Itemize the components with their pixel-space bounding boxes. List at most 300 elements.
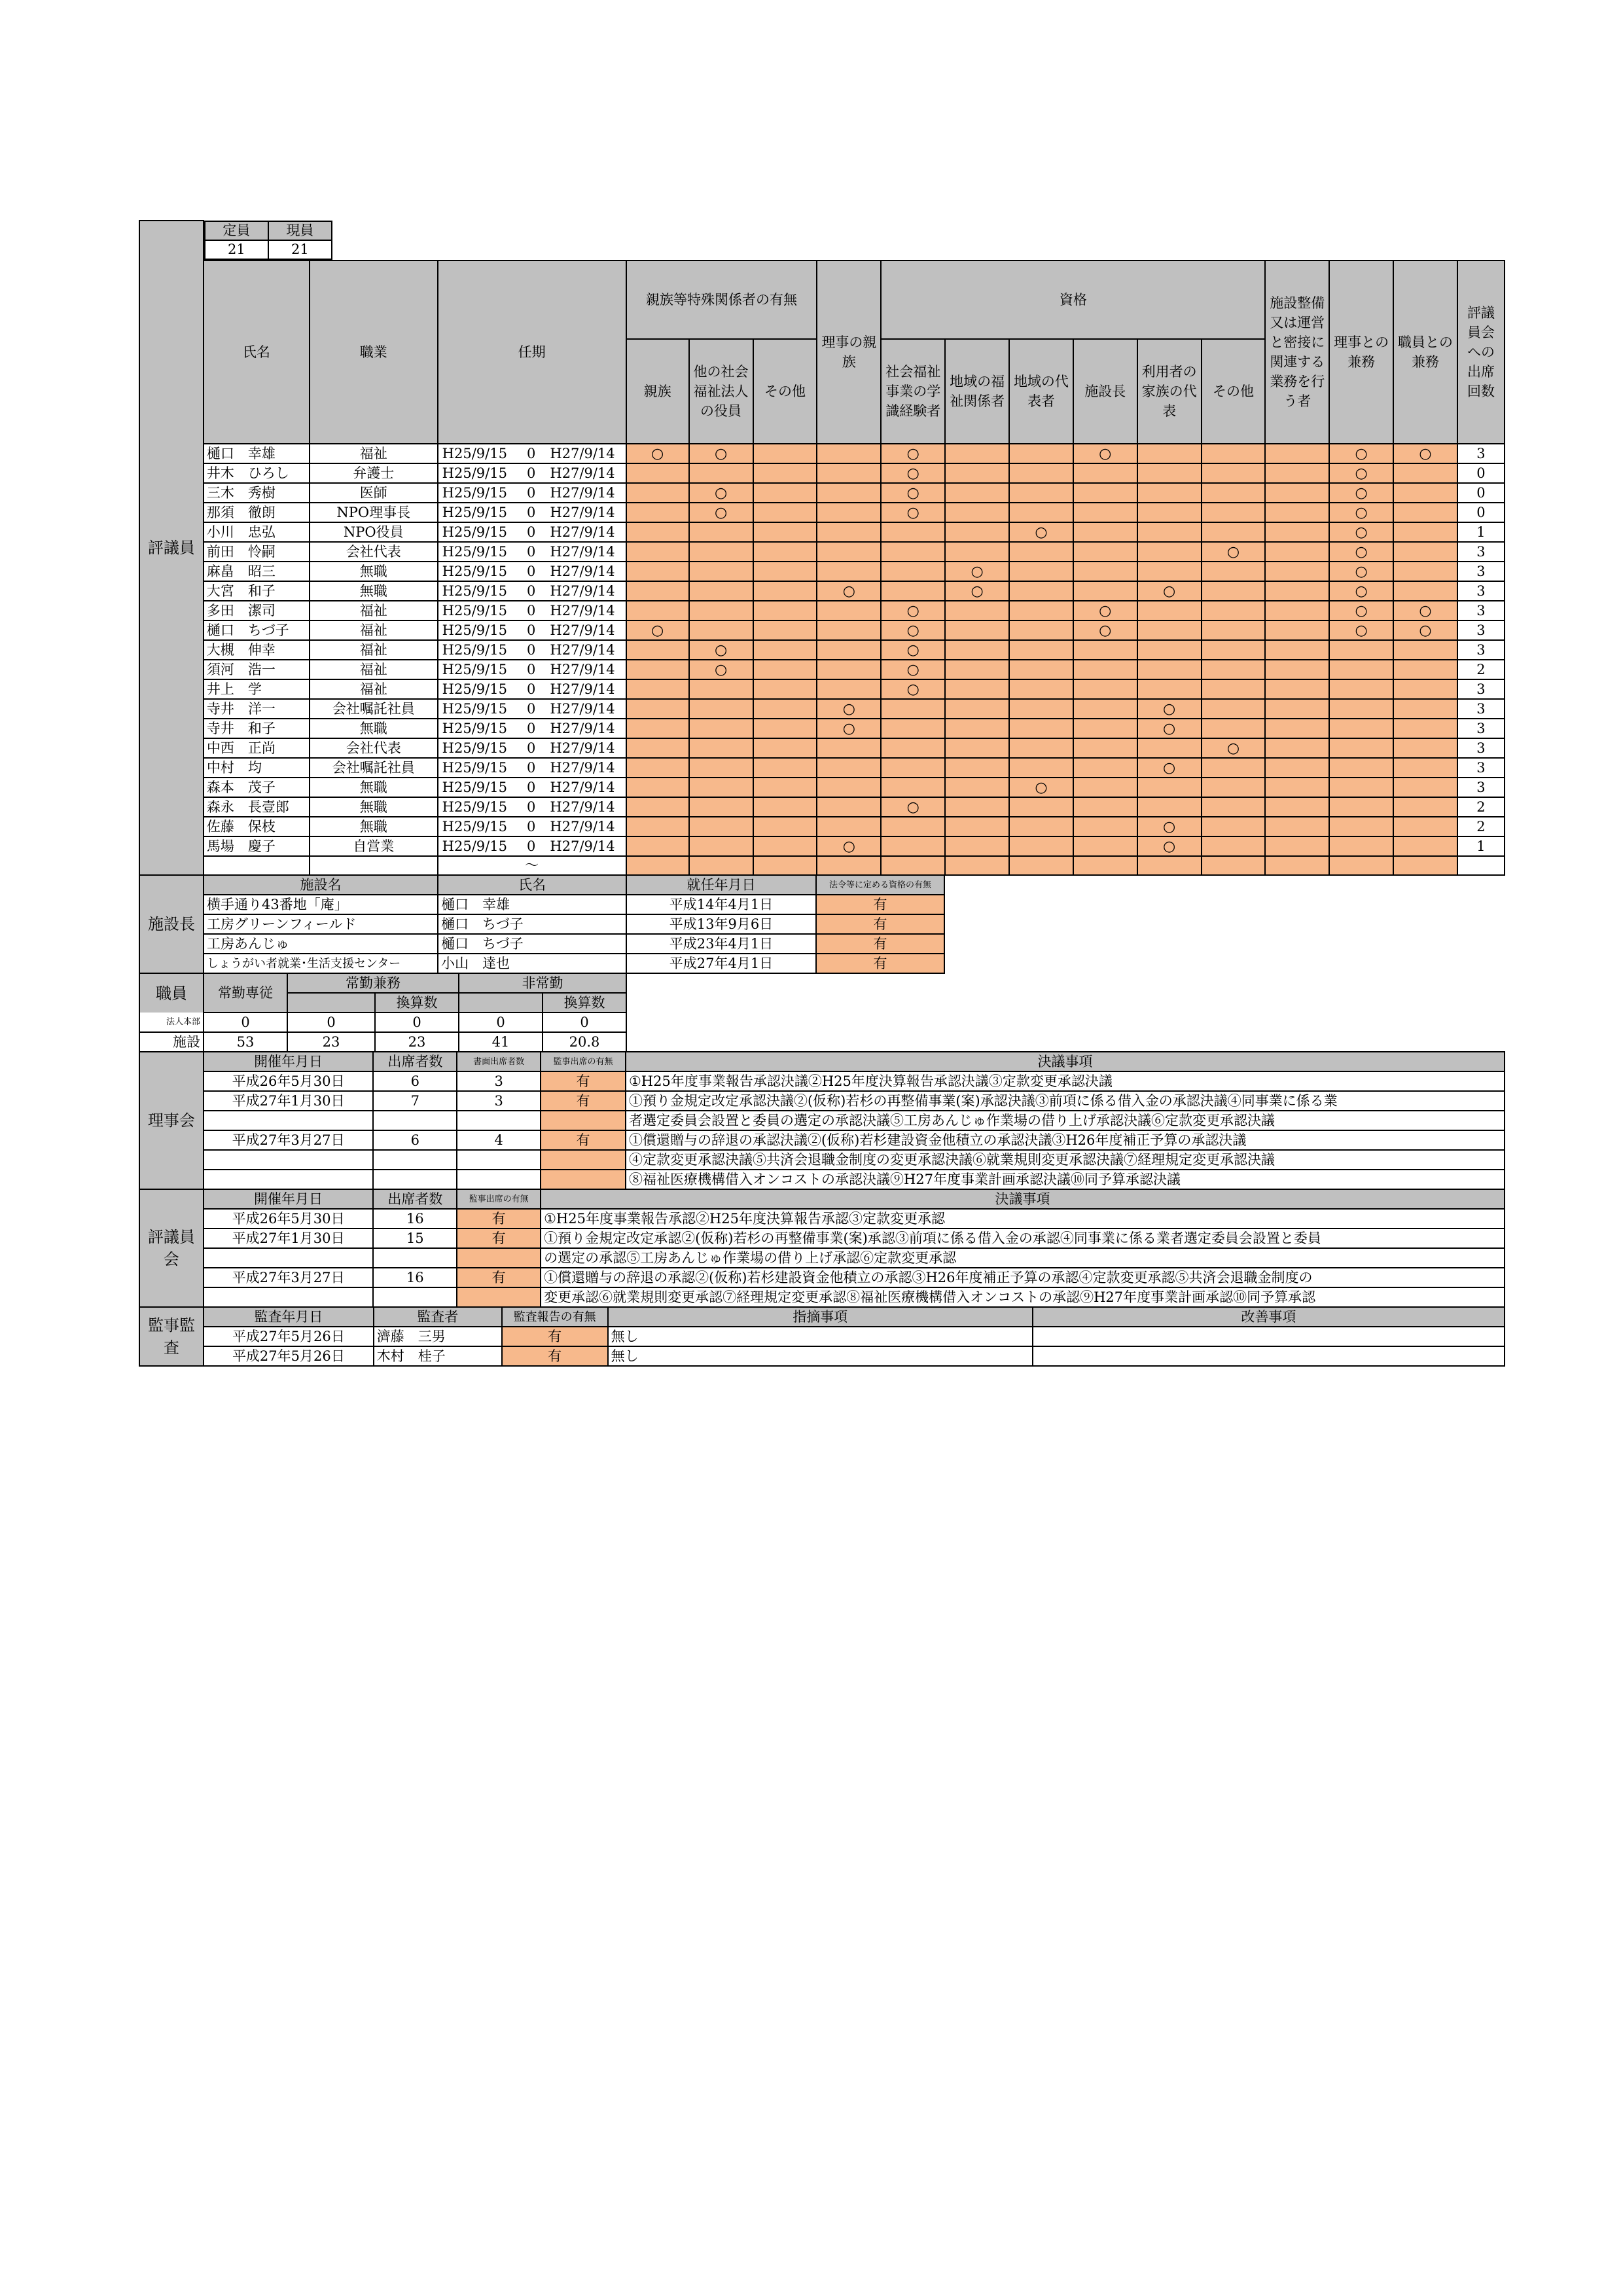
trustee-term xyxy=(438,719,626,738)
term-to: H27/9/14 xyxy=(550,524,615,540)
board-attend xyxy=(373,1111,457,1130)
check-ks xyxy=(1393,581,1457,601)
check-q2 xyxy=(945,679,1009,699)
check-q2 xyxy=(945,601,1009,620)
council-auditor: 有 xyxy=(457,1209,541,1229)
check-q4 xyxy=(1073,463,1137,483)
term-from: H25/9/15 xyxy=(442,740,507,756)
director-name: 小山 達也 xyxy=(438,954,626,973)
check-q2 xyxy=(945,778,1009,797)
director-row xyxy=(139,954,944,973)
trustee-term xyxy=(438,836,626,856)
teiin-value: 21 xyxy=(205,240,268,259)
check-c1 xyxy=(626,836,689,856)
check-ks xyxy=(1393,463,1457,483)
check-kr: ○ xyxy=(1329,522,1393,542)
term-to: H27/9/14 xyxy=(550,583,615,599)
check-q3 xyxy=(1009,836,1073,856)
check-q3 xyxy=(1009,620,1073,640)
trustee-term xyxy=(438,679,626,699)
director-date: 平成13年9月6日 xyxy=(626,914,816,934)
council-date xyxy=(204,1287,374,1307)
trustee-attendance: 3 xyxy=(1457,778,1505,797)
check-c1 xyxy=(626,503,689,522)
term-sep: 0 xyxy=(526,720,536,736)
check-c3 xyxy=(753,836,817,856)
check-ks xyxy=(1393,699,1457,719)
blank-cell xyxy=(1137,856,1202,875)
board-matters: ①預り金規定改定承認決議②(仮称)若杉の再整備事業(案)承認決議③前項に係る借入金の承認決議④同事業に係る業 xyxy=(626,1091,1505,1111)
check-c3 xyxy=(753,817,817,836)
check-kr xyxy=(1329,817,1393,836)
check-q5 xyxy=(1137,503,1202,522)
trustee-term xyxy=(438,522,626,542)
check-rs xyxy=(817,738,881,758)
check-sh xyxy=(1265,836,1329,856)
check-q2 xyxy=(945,797,1009,817)
directors-table xyxy=(139,874,945,974)
check-sh xyxy=(1265,660,1329,679)
trustee-row xyxy=(139,483,1505,503)
board-date: 平成27年1月30日 xyxy=(204,1091,374,1111)
board-matters: ④定款変更承認決議⑤共済会退職金制度の変更承認決議⑥就業規則変更承認決議⑦経理規定変更承認決議 xyxy=(626,1150,1505,1170)
check-kr: ○ xyxy=(1329,601,1393,620)
trustee-attendance: 0 xyxy=(1457,463,1505,483)
check-q1: ○ xyxy=(881,640,945,660)
council-date: 平成27年1月30日 xyxy=(204,1229,374,1248)
check-q3: ○ xyxy=(1009,778,1073,797)
check-q4: ○ xyxy=(1073,601,1137,620)
staff-v5: 0 xyxy=(543,1013,626,1032)
trustee-attendance: 3 xyxy=(1457,640,1505,660)
check-c1 xyxy=(626,542,689,562)
header-kansan-1: 換算数 xyxy=(375,993,459,1013)
term-from: H25/9/15 xyxy=(442,798,507,815)
trustee-row xyxy=(139,601,1505,620)
check-sh xyxy=(1265,778,1329,797)
trustee-term xyxy=(438,542,626,562)
quota-box xyxy=(204,221,332,260)
check-c2 xyxy=(689,778,753,797)
trustee-term xyxy=(438,562,626,581)
check-c1 xyxy=(626,660,689,679)
check-kr: ○ xyxy=(1329,483,1393,503)
check-q1: ○ xyxy=(881,660,945,679)
check-sh xyxy=(1265,522,1329,542)
check-kr xyxy=(1329,758,1393,778)
check-ks: ○ xyxy=(1393,444,1457,463)
check-c3 xyxy=(753,797,817,817)
council-auditor xyxy=(457,1287,541,1307)
check-c3 xyxy=(753,699,817,719)
trustees-table xyxy=(139,220,1505,876)
blank-cell xyxy=(1009,856,1073,875)
trustee-attendance: 3 xyxy=(1457,620,1505,640)
trustee-job: 福祉 xyxy=(310,620,438,640)
trustee-row xyxy=(139,542,1505,562)
council-attend xyxy=(373,1287,457,1307)
board-attend xyxy=(373,1170,457,1189)
check-q4 xyxy=(1073,778,1137,797)
council-row xyxy=(139,1229,1505,1248)
trustee-row xyxy=(139,522,1505,542)
director-facility: 横手通り43番地「庵」 xyxy=(204,895,438,914)
check-kr: ○ xyxy=(1329,581,1393,601)
board-attend: 7 xyxy=(373,1091,457,1111)
board-date: 平成26年5月30日 xyxy=(204,1071,374,1091)
check-q1: ○ xyxy=(881,503,945,522)
trustee-row xyxy=(139,699,1505,719)
trustee-term xyxy=(438,817,626,836)
term-to: H27/9/14 xyxy=(550,563,615,579)
audit-notes: 無し xyxy=(608,1327,1033,1346)
term-from: H25/9/15 xyxy=(442,779,507,795)
trustee-job: 福祉 xyxy=(310,444,438,463)
check-ks xyxy=(1393,778,1457,797)
check-ks xyxy=(1393,719,1457,738)
term-from: H25/9/15 xyxy=(442,524,507,540)
check-kr xyxy=(1329,640,1393,660)
trustee-row xyxy=(139,463,1505,483)
board-table xyxy=(139,1051,1505,1190)
check-q5: ○ xyxy=(1137,699,1202,719)
trustee-term xyxy=(438,758,626,778)
board-auditor: 有 xyxy=(541,1071,626,1091)
check-c2 xyxy=(689,758,753,778)
header-hijoukin: 非常勤 xyxy=(459,973,626,993)
check-c3 xyxy=(753,679,817,699)
term-sep: 0 xyxy=(526,602,536,619)
trustee-name: 中西 正尚 xyxy=(204,738,310,758)
council-date xyxy=(204,1248,374,1268)
audit-auditor: 濟藤 三男 xyxy=(374,1327,502,1346)
check-c2: ○ xyxy=(689,640,753,660)
director-row xyxy=(139,914,944,934)
check-c2: ○ xyxy=(689,660,753,679)
check-q4 xyxy=(1073,719,1137,738)
check-q2 xyxy=(945,738,1009,758)
check-q1: ○ xyxy=(881,444,945,463)
check-ks xyxy=(1393,758,1457,778)
audit-improve xyxy=(1033,1346,1505,1366)
header-board-date: 開催年月日 xyxy=(204,1052,374,1071)
trustee-term xyxy=(438,503,626,522)
trustee-job: 福祉 xyxy=(310,679,438,699)
trustee-attendance: 3 xyxy=(1457,562,1505,581)
check-rs xyxy=(817,758,881,778)
council-attend: 16 xyxy=(373,1268,457,1287)
trustee-term xyxy=(438,581,626,601)
term-from: H25/9/15 xyxy=(442,838,507,854)
staff-v5: 20.8 xyxy=(543,1032,626,1052)
check-q4 xyxy=(1073,660,1137,679)
check-c3 xyxy=(753,463,817,483)
board-section-label: 理事会 xyxy=(139,1052,204,1189)
council-row xyxy=(139,1209,1505,1229)
check-q4 xyxy=(1073,817,1137,836)
check-sh xyxy=(1265,503,1329,522)
trustee-attendance: 3 xyxy=(1457,601,1505,620)
check-rs xyxy=(817,817,881,836)
term-to: H27/9/14 xyxy=(550,602,615,619)
header-audit-date: 監査年月日 xyxy=(204,1307,374,1327)
check-ks xyxy=(1393,738,1457,758)
check-q1 xyxy=(881,719,945,738)
check-c2 xyxy=(689,463,753,483)
check-c2: ○ xyxy=(689,444,753,463)
check-q2 xyxy=(945,758,1009,778)
term-sep: 0 xyxy=(526,798,536,815)
check-q3 xyxy=(1009,797,1073,817)
term-from: H25/9/15 xyxy=(442,622,507,638)
director-qual: 有 xyxy=(816,914,944,934)
trustee-attendance: 3 xyxy=(1457,738,1505,758)
check-rs: ○ xyxy=(817,719,881,738)
blank-cell xyxy=(626,856,689,875)
term-sep: 0 xyxy=(526,543,536,560)
audit-improve xyxy=(1033,1327,1505,1346)
term-from: H25/9/15 xyxy=(442,583,507,599)
check-sh xyxy=(1265,542,1329,562)
check-q5: ○ xyxy=(1137,758,1202,778)
check-c2 xyxy=(689,562,753,581)
governance-sheet xyxy=(139,220,1505,1367)
header-audit-report: 監査報告の有無 xyxy=(502,1307,608,1327)
term-sep: 0 xyxy=(526,622,536,638)
check-c3 xyxy=(753,640,817,660)
check-q3 xyxy=(1009,719,1073,738)
check-q6 xyxy=(1202,758,1266,778)
staff-v3: 23 xyxy=(375,1032,459,1052)
term-sep: 0 xyxy=(526,583,536,599)
header-family-group: 親族等特殊関係者の有無 xyxy=(626,260,817,339)
check-q6 xyxy=(1202,463,1266,483)
trustee-term xyxy=(438,444,626,463)
council-table xyxy=(139,1189,1505,1308)
check-q6 xyxy=(1202,778,1266,797)
check-rs xyxy=(817,620,881,640)
check-q2 xyxy=(945,699,1009,719)
trustee-attendance: 3 xyxy=(1457,444,1505,463)
header-sonota1: その他 xyxy=(753,339,817,444)
trustee-name: 那須 徹朗 xyxy=(204,503,310,522)
check-c2 xyxy=(689,581,753,601)
trustee-name: 三木 秀樹 xyxy=(204,483,310,503)
trustee-row xyxy=(139,640,1505,660)
audit-auditor: 木村 桂子 xyxy=(374,1346,502,1366)
trustee-name: 多田 潔司 xyxy=(204,601,310,620)
term-footer: ～ xyxy=(438,856,626,875)
staff-row xyxy=(139,1032,626,1052)
trustee-attendance: 3 xyxy=(1457,679,1505,699)
council-section-label: 評議員会 xyxy=(139,1189,204,1307)
term-to: H27/9/14 xyxy=(550,641,615,658)
trustee-term xyxy=(438,699,626,719)
check-rs xyxy=(817,601,881,620)
term-sep: 0 xyxy=(526,504,536,520)
term-sep: 0 xyxy=(526,661,536,677)
term-sep: 0 xyxy=(526,681,536,697)
check-c3 xyxy=(753,719,817,738)
check-c2: ○ xyxy=(689,503,753,522)
check-q1 xyxy=(881,522,945,542)
check-q2 xyxy=(945,620,1009,640)
check-kr xyxy=(1329,836,1393,856)
trustee-name: 須河 浩一 xyxy=(204,660,310,679)
check-kr: ○ xyxy=(1329,444,1393,463)
trustee-attendance: 1 xyxy=(1457,836,1505,856)
check-kr: ○ xyxy=(1329,562,1393,581)
check-q1 xyxy=(881,581,945,601)
board-matters: ⑧福祉医療機構借入オンコストの承認決議⑨H27年度事業計画承認決議⑩同予算承認決議 xyxy=(626,1170,1505,1189)
term-to: H27/9/14 xyxy=(550,543,615,560)
check-c2 xyxy=(689,699,753,719)
trustee-job: 無職 xyxy=(310,797,438,817)
check-q3 xyxy=(1009,483,1073,503)
check-q6 xyxy=(1202,562,1266,581)
staff-v2: 23 xyxy=(287,1032,375,1052)
check-ks xyxy=(1393,483,1457,503)
check-c2 xyxy=(689,817,753,836)
check-c1: ○ xyxy=(626,620,689,640)
check-q6 xyxy=(1202,444,1266,463)
board-matters: 者選定委員会設置と委員の選定の承認決議⑤工房あんじゅ作業場の借り上げ承認決議⑥定款変更承認決議 xyxy=(626,1111,1505,1130)
check-q1: ○ xyxy=(881,463,945,483)
check-q1 xyxy=(881,758,945,778)
check-q4 xyxy=(1073,758,1137,778)
board-row xyxy=(139,1130,1505,1150)
check-c3 xyxy=(753,581,817,601)
check-q5: ○ xyxy=(1137,836,1202,856)
staff-v2: 0 xyxy=(287,1013,375,1032)
check-q2 xyxy=(945,463,1009,483)
check-c2 xyxy=(689,738,753,758)
header-name: 氏名 xyxy=(204,260,310,444)
council-auditor: 有 xyxy=(457,1229,541,1248)
trustee-name: 大槻 伸幸 xyxy=(204,640,310,660)
header-job: 職業 xyxy=(310,260,438,444)
board-written: 3 xyxy=(457,1091,541,1111)
trustee-term xyxy=(438,483,626,503)
check-ks xyxy=(1393,542,1457,562)
term-sep: 0 xyxy=(526,759,536,776)
check-c1 xyxy=(626,699,689,719)
check-q2 xyxy=(945,522,1009,542)
check-q5 xyxy=(1137,444,1202,463)
check-c2 xyxy=(689,836,753,856)
check-c2 xyxy=(689,620,753,640)
trustee-name: 中村 均 xyxy=(204,758,310,778)
board-date xyxy=(204,1111,374,1130)
check-q2: ○ xyxy=(945,562,1009,581)
staff-v1: 0 xyxy=(204,1013,287,1032)
trustee-name: 佐藤 保枝 xyxy=(204,817,310,836)
check-ks xyxy=(1393,679,1457,699)
check-q2 xyxy=(945,444,1009,463)
check-ks: ○ xyxy=(1393,620,1457,640)
header-council-matters: 決議事項 xyxy=(541,1189,1505,1209)
staff-row xyxy=(139,1013,626,1032)
term-from: H25/9/15 xyxy=(442,700,507,717)
check-q5: ○ xyxy=(1137,719,1202,738)
header-council-date: 開催年月日 xyxy=(204,1189,374,1209)
council-matters: ①H25年度事業報告承認②H25年度決算報告承認③定款変更承認 xyxy=(541,1209,1505,1229)
staff-v4: 41 xyxy=(459,1032,543,1052)
blank-cell xyxy=(817,856,881,875)
header-facility: 施設名 xyxy=(204,875,438,895)
check-kr xyxy=(1329,797,1393,817)
check-sh xyxy=(1265,719,1329,738)
audit-report: 有 xyxy=(502,1327,608,1346)
check-c1 xyxy=(626,463,689,483)
staff-v4: 0 xyxy=(459,1013,543,1032)
check-rs xyxy=(817,778,881,797)
header-attendance: 評議員会への出席回数 xyxy=(1457,260,1505,444)
board-matters: ①償還贈与の辞退の承認決議②(仮称)若杉建設資金他積立の承認決議③H26年度補正予算の承認決議 xyxy=(626,1130,1505,1150)
check-q6 xyxy=(1202,699,1266,719)
board-row xyxy=(139,1150,1505,1170)
check-q6 xyxy=(1202,620,1266,640)
check-q6 xyxy=(1202,640,1266,660)
check-q3 xyxy=(1009,758,1073,778)
check-c2 xyxy=(689,542,753,562)
check-c3 xyxy=(753,778,817,797)
staff-row-label: 施設 xyxy=(139,1032,204,1052)
check-sh xyxy=(1265,581,1329,601)
check-sh xyxy=(1265,463,1329,483)
trustee-name: 樋口 ちづ子 xyxy=(204,620,310,640)
board-attend xyxy=(373,1150,457,1170)
check-q1: ○ xyxy=(881,483,945,503)
trustees-section-label: 評議員 xyxy=(139,221,204,875)
check-q2 xyxy=(945,719,1009,738)
council-matters: 変更承認⑥就業規則変更承認⑦経理規定変更承認⑧福祉医療機構借入オンコストの承認⑨H27年度事業計画承認⑩同予算承認 xyxy=(541,1287,1505,1307)
blank-cell xyxy=(459,993,543,1013)
check-ks xyxy=(1393,640,1457,660)
header-kenmu-riji: 理事との兼務 xyxy=(1329,260,1393,444)
board-written xyxy=(457,1170,541,1189)
term-from: H25/9/15 xyxy=(442,465,507,481)
check-kr xyxy=(1329,679,1393,699)
check-rs xyxy=(817,679,881,699)
header-q2: 地域の福祉関係者 xyxy=(945,339,1009,444)
check-q6 xyxy=(1202,836,1266,856)
check-rs xyxy=(817,444,881,463)
check-q3 xyxy=(1009,699,1073,719)
check-kr xyxy=(1329,778,1393,797)
check-q2 xyxy=(945,483,1009,503)
header-riji-shinzoku: 理事の親族 xyxy=(817,260,881,444)
board-date xyxy=(204,1150,374,1170)
check-q6 xyxy=(1202,522,1266,542)
check-c1 xyxy=(626,797,689,817)
header-council-attend: 出席者数 xyxy=(373,1189,457,1209)
staff-row-label: 法人本部 xyxy=(139,1013,204,1032)
check-q1: ○ xyxy=(881,620,945,640)
council-attend xyxy=(373,1248,457,1268)
header-joukin-sen: 常勤専従 xyxy=(204,973,287,1013)
trustee-attendance: 3 xyxy=(1457,758,1505,778)
board-auditor xyxy=(541,1150,626,1170)
council-date: 平成27年3月27日 xyxy=(204,1268,374,1287)
header-kenmu-shokuin: 職員との兼務 xyxy=(1393,260,1457,444)
director-name: 樋口 ちづ子 xyxy=(438,934,626,954)
term-to: H27/9/14 xyxy=(550,622,615,638)
header-board-auditor: 監事出席の有無 xyxy=(541,1052,626,1071)
trustee-attendance: 3 xyxy=(1457,719,1505,738)
term-to: H27/9/14 xyxy=(550,818,615,834)
term-from: H25/9/15 xyxy=(442,641,507,658)
